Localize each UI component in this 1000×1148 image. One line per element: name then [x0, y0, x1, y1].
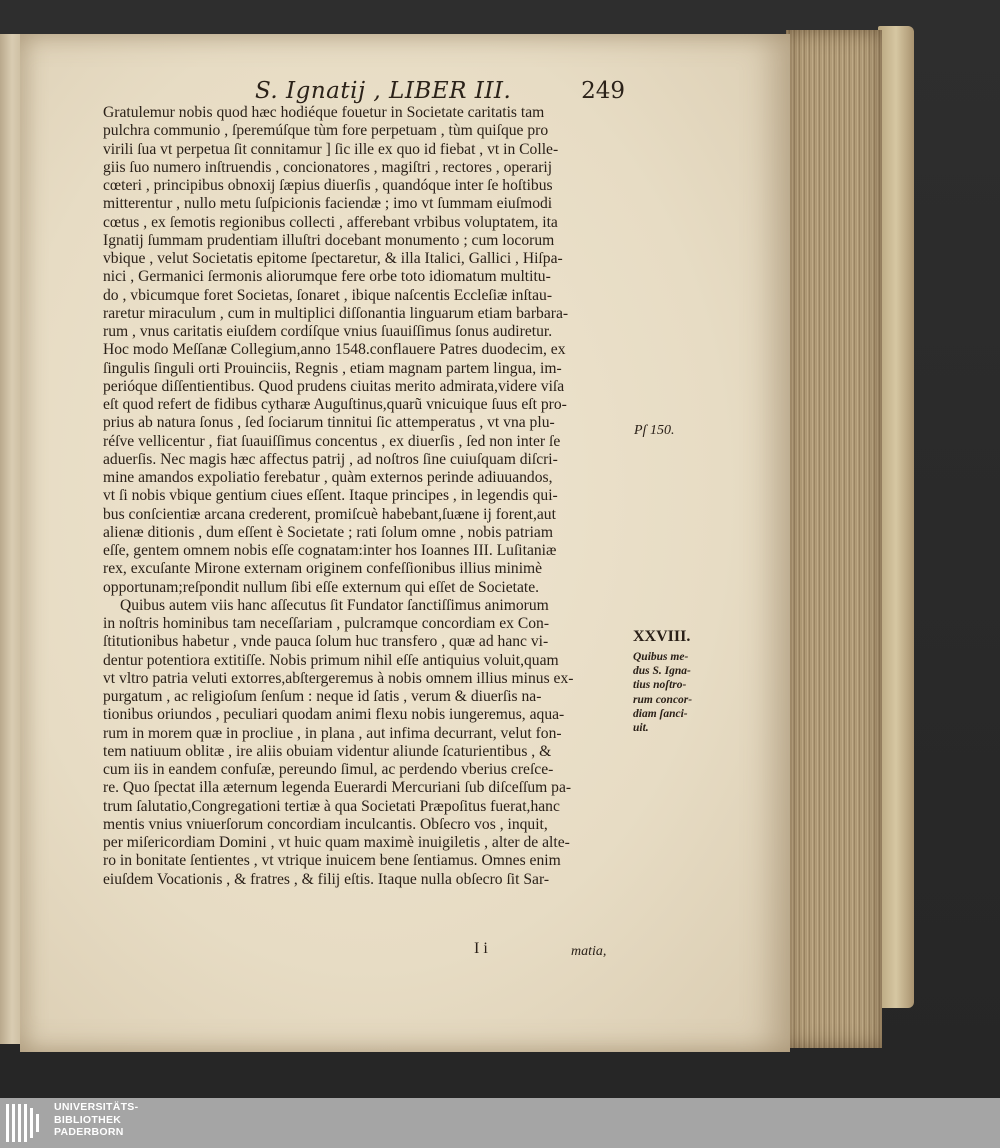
text-line: do , vbicumque foret Societas, ſonaret , ibique naſcentis Eccleſiæ inſtau-: [103, 286, 553, 304]
text-line: Hoc modo Meſſanæ Collegium,anno 1548.conflauere Patres duodecim, ex: [103, 341, 566, 359]
gloss-line: uit.: [633, 722, 649, 735]
library-logo-icon: [6, 1104, 46, 1142]
margin-note-section-gloss: [633, 650, 692, 735]
gloss-line: tius noſtro-: [633, 679, 687, 692]
text-line: mitterentur , nullo metu ſuſpicionis faciendæ ; imo vt ſummam eiuſmodi: [103, 195, 553, 213]
page-fore-edge: [786, 30, 882, 1048]
text-line: eſt quod refert de fidibus cytharæ Auguſtinus,quarũ vnicuique ſuus eſt pro-: [103, 396, 567, 413]
text-line: Quibus autem viis hanc aſſecutus ſit Fundator ſanctiſſimus animorum: [120, 596, 549, 614]
text-line: raretur miraculum , cum in multiplici diſſonantia linguarum etiam barbara-: [103, 304, 569, 322]
text-line: giis ſuo numero inſtruendis , concionatores , magiſtri , rectores , operarij: [103, 158, 553, 176]
text-line: mentis vnius vniuerſorum concordiam inculcantis. Obſecro vos , inquit,: [103, 815, 548, 833]
running-head: S. Ignatij , LIBER III.: [255, 78, 512, 104]
page-number: 249: [581, 78, 625, 104]
text-line: vt ſi nobis vbique gentium ciues eſſent. Itaque principes , in legendis qui-: [103, 487, 558, 505]
text-line: nici , Germanici ſermonis aliorumque fere orbe toto idiomatum multitu-: [103, 268, 551, 286]
text-line: virili ſua vt perpetua ſit connitamur ] ſic ille ex quo id fiebat , vt in Colle-: [103, 140, 559, 158]
text-line: ro in bonitate ſentientes , vt vtrique inuicem bene ſentiamus. Omnes enim: [103, 852, 561, 870]
text-line: mine amandos expoliatio ferebatur , quàm externos perinde adiuuandos,: [103, 469, 553, 486]
text-line: Ignatij ſummam prudentiam illuſtri docebant monumento ; cum locorum: [103, 231, 555, 249]
text-line: aduerſis. Nec magis hæc affectus patrij , ad noſtros ſine cuiuſquam diſcri-: [103, 450, 558, 468]
body-text: [103, 104, 625, 889]
text-line: vt vltro patria veluti extorres,abſtergeremus à nobis omnem illius minus ex-: [103, 669, 574, 687]
text-line: eiuſdem Vocationis , & fratres , & filij eſtis. Itaque nulla obſecro ſit Sar-: [103, 870, 550, 888]
text-line: Gratulemur nobis quod hæc hodiéque fouetur in Societate caritatis tam: [103, 104, 545, 121]
text-line: trum ſalutatio,Congregationi tertiæ à qua Societati Præpoſitus fuerat,hanc: [103, 797, 560, 815]
left-page-edge: [0, 34, 20, 1044]
institution-line: UNIVERSITÄTS-: [54, 1101, 139, 1113]
signature-mark: I i: [474, 940, 488, 957]
text-line: alienæ ditionis , dum eſſent è Societate ; rati ſolum omne , nobis patriam: [103, 523, 553, 541]
margin-note-section-number: XXVIII.: [633, 628, 691, 645]
text-line: opportunam;reſpondit nullum ſibi eſſe externum qui eſſet de Societate.: [103, 578, 540, 596]
text-line: cœteri , principibus obnoxij ſæpius diuerſis , quandóque inter ſe hoſtibus: [103, 177, 553, 194]
text-line: bus conſcientiæ arcana crederent, promiſcuè habebant,ſuæne ij forent,aut: [103, 505, 556, 523]
text-line: rum , vnus caritatis eiuſdem cordíſque vnius ſuauiſſimus ſonus audiretur.: [103, 323, 553, 340]
gloss-line: Quibus me-: [633, 651, 689, 663]
gloss-line: diam ſanci-: [633, 707, 688, 720]
text-line: cum iis in eandem confuſæ, pereundo ſimul, ac perdendo vberius creſce-: [103, 761, 554, 778]
text-line: per miſericordiam Domini , vt huic quam maximè inuigiletis , alter de alte-: [103, 834, 570, 851]
library-footer: [0, 1098, 1000, 1148]
text-line: ſtitutionibus habetur , vnde pauca ſolum huc transfero , quæ ad hanc vi-: [103, 633, 549, 651]
gloss-line: rum concor-: [633, 693, 693, 706]
text-line: rum in morem quæ in procliue , in plana , aut infima decurrant, velut fon-: [103, 724, 562, 742]
institution-name: [54, 1101, 254, 1139]
text-line: pulchra communio , ſperemúſque tùm fore perpetuam , tùm quiſque pro: [103, 122, 549, 140]
text-line: vbique , velut Societatis epitome ſpectaretur, & illa Italici, Gallici , Hiſpa-: [103, 250, 563, 267]
text-line: dentur potentiora extitiſſe. Nobis primum nihil eſſe antiquius voluit,quam: [103, 651, 559, 669]
gloss-line: dus S. Igna-: [633, 665, 691, 678]
text-line: eſſe, gentem omnem nobis eſſe cognatam:inter hos Ioannes III. Luſitaniæ: [103, 542, 557, 559]
text-line: réſve vellicentur , fiat ſuauiſſimus concentus , ex diuerſis , ſed non inter ſe: [103, 432, 561, 450]
text-line: tionibus oriundos , peculiari quodam animi flexu nobis iungeremus, aqua-: [103, 706, 565, 724]
text-line: purgatum , ac religioſum ſenſum : neque id ſatis , verum & diuerſis na-: [103, 688, 542, 705]
text-line: prius ab natura ſonus , ſed ſociarum tinnitui ſic attemperatus , vt vna plu-: [103, 414, 555, 432]
text-line: rex, excuſante Mirone externam originem confeſſionibus illius minimè: [103, 560, 543, 578]
text-line: re. Quo ſpectat illa æternum legenda Euerardi Mercuriani ſub diſceſſum pa-: [103, 779, 572, 797]
text-line: in noſtris hominibus tam neceſſariam , pulcramque concordiam ex Con-: [103, 615, 550, 632]
margin-note-psalm: Pſ 150.: [634, 423, 675, 438]
institution-line: PADERBORN: [54, 1126, 124, 1138]
text-line: perióque diſſentientibus. Quod prudens ciuitas merito admirata,videre viſa: [103, 377, 565, 395]
catchword: matia,: [571, 944, 607, 959]
text-line: ſingulis ſinguli orti Prouinciis, Regnis , etiam magnam partem lingua, im-: [103, 359, 562, 377]
text-line: tem natiuum oblitæ , ire aliis obuiam videntur aliunde ſcaturientibus , &: [103, 742, 552, 760]
book-cover-edge: [878, 26, 914, 1008]
text-line: cœtus , ex ſemotis regionibus collecti , afferebant vrbibus voluptatem, ita: [103, 213, 558, 231]
institution-line: BIBLIOTHEK: [54, 1113, 122, 1126]
